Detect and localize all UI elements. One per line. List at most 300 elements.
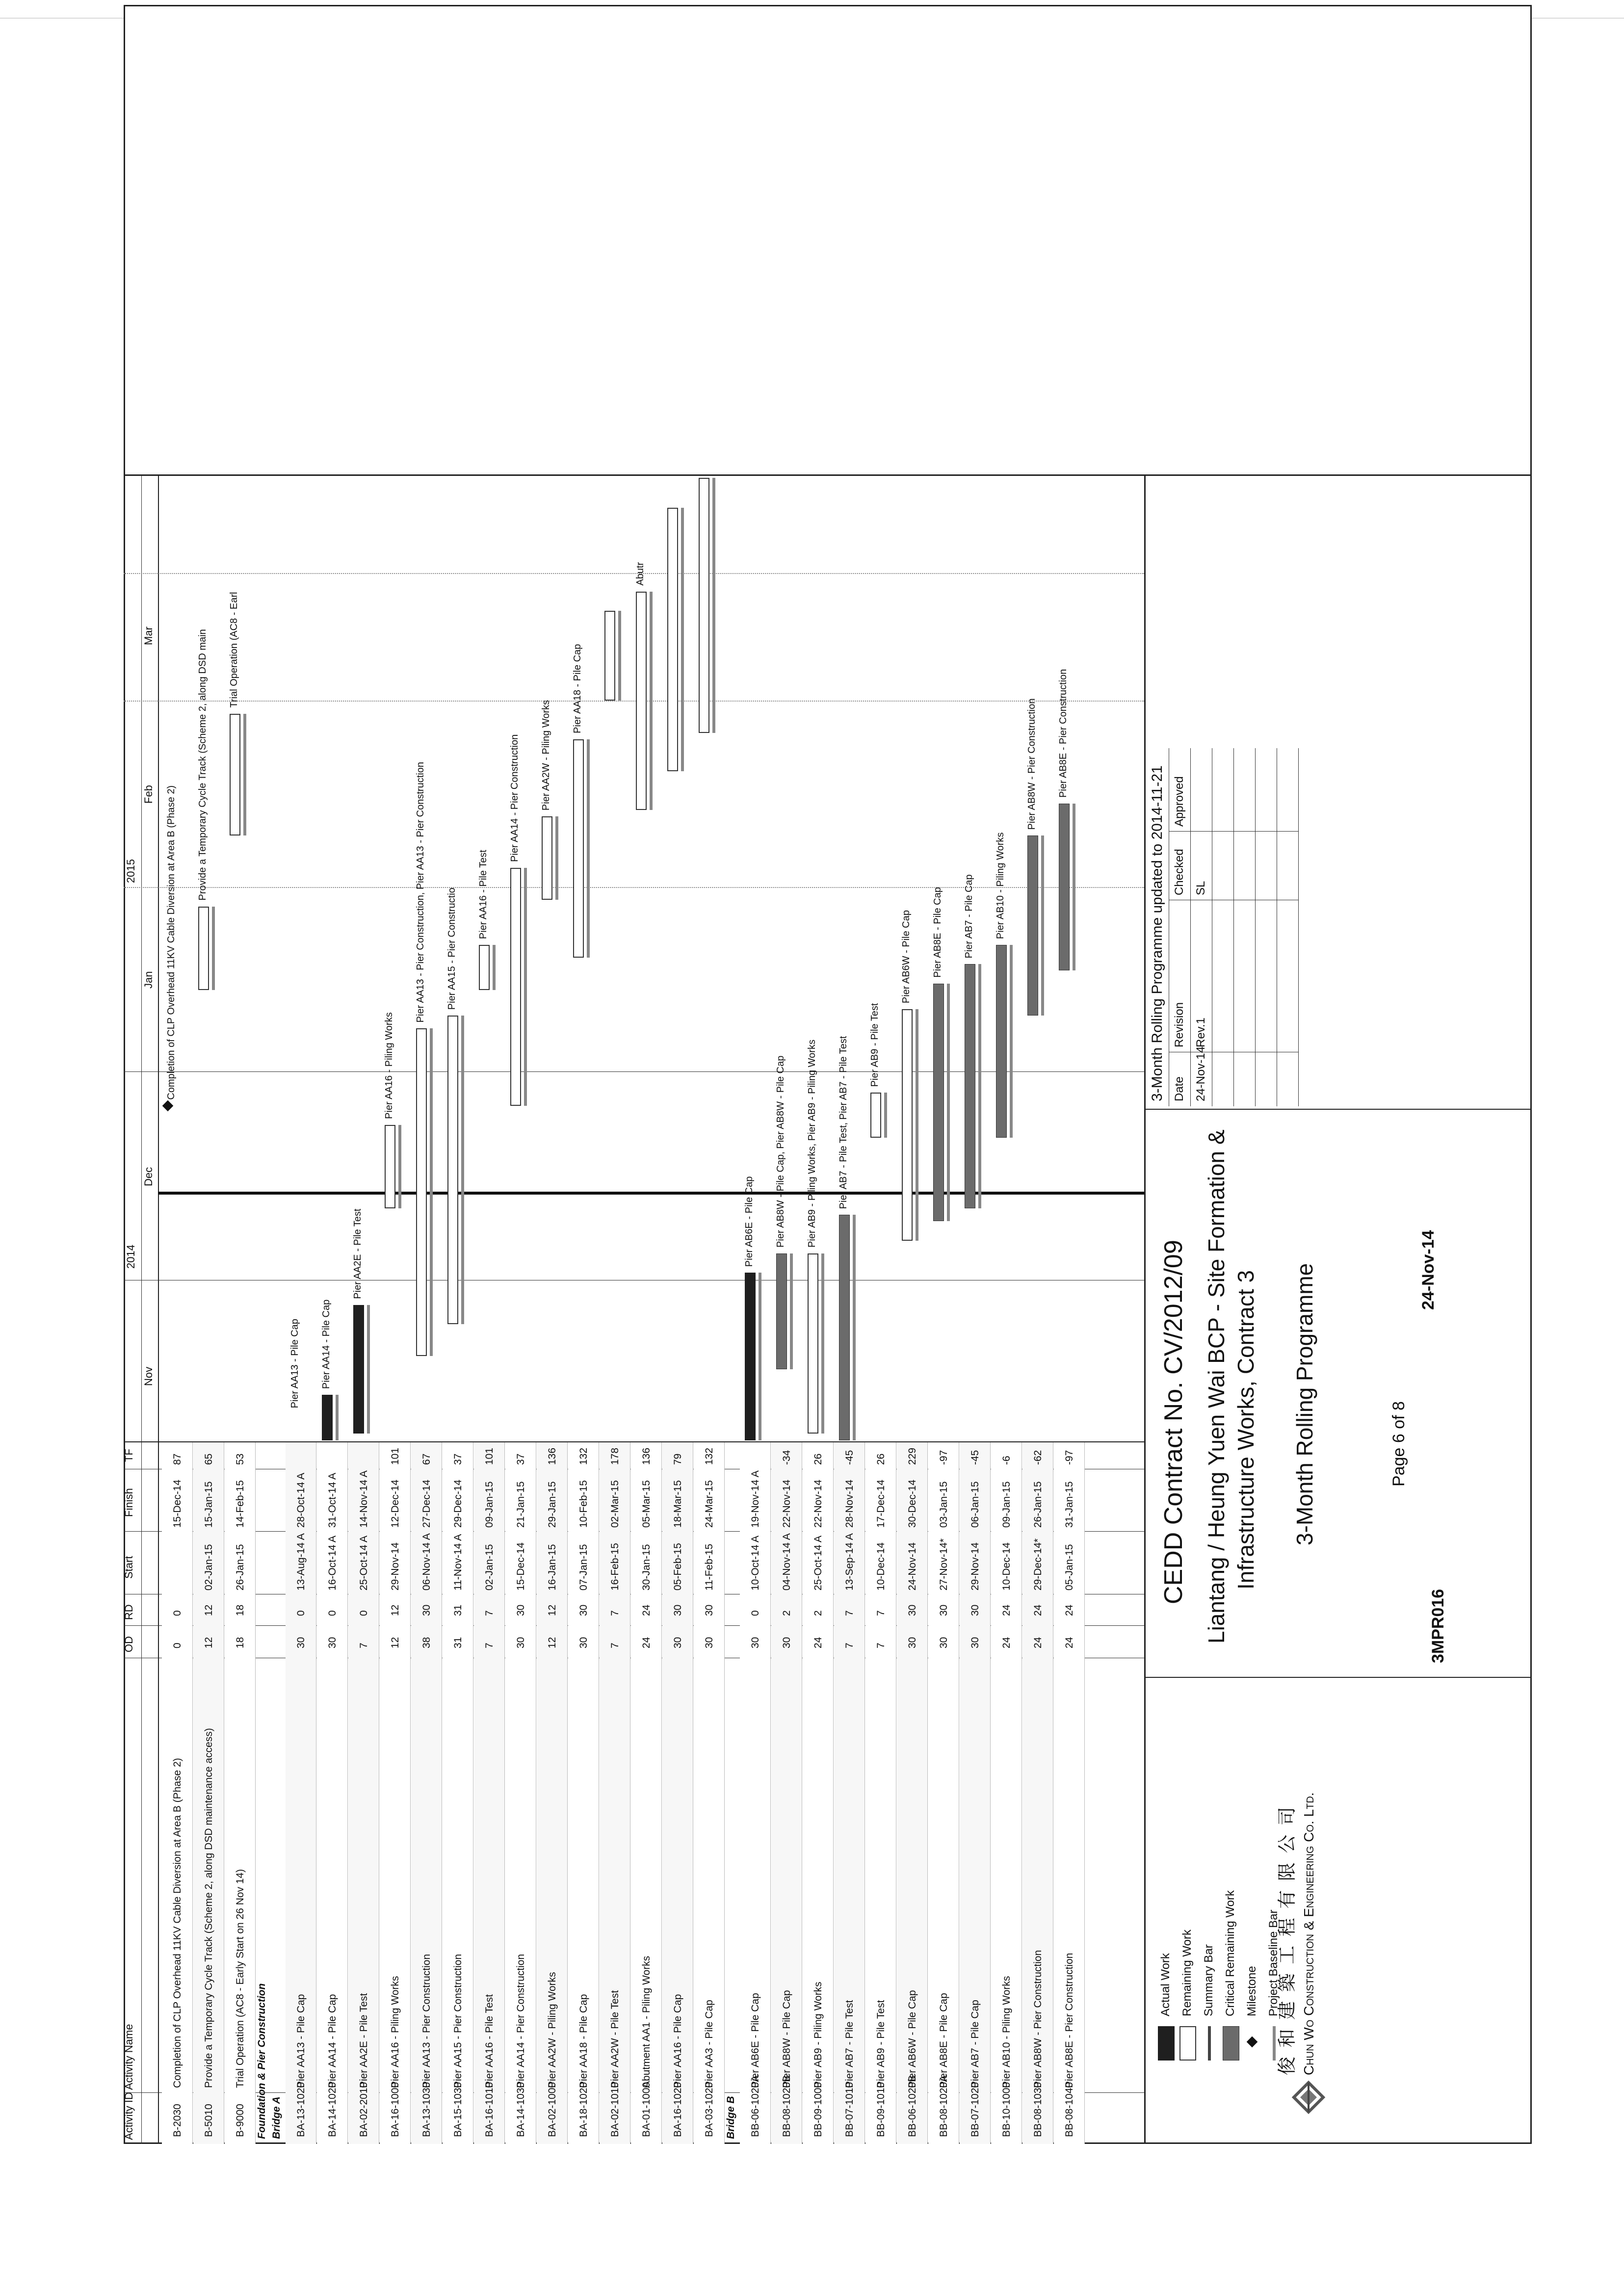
baseline-bar	[1073, 804, 1075, 971]
cell-id: BA-18-1020	[578, 2082, 589, 2137]
company-name-en: Chun Wo Construction & Engineering Co. Ltd.	[1301, 1792, 1316, 2075]
cell-name: Pier AB9 - Piling Works	[812, 1982, 824, 2088]
cell-id: BA-14-1020	[327, 2082, 338, 2137]
cell-start: 05-Feb-15	[672, 1543, 683, 1591]
cell-name: Pier AB6E - Pile Cap	[750, 1993, 761, 2088]
cell-od: 31	[452, 1637, 464, 1648]
baseline-bar	[978, 964, 981, 1208]
cell-tf: 79	[672, 1453, 683, 1465]
cell-name: Pier AB10 - Piling Works	[1001, 1976, 1012, 2088]
row-divider	[347, 1442, 348, 2144]
data-date-line	[158, 1192, 1144, 1195]
header-tf: TF	[123, 1449, 135, 1462]
cell-rd: 30	[969, 1604, 981, 1616]
month-nov: Nov	[142, 1366, 155, 1386]
remaining-bar	[542, 816, 552, 900]
cell-rd: 2	[812, 1610, 824, 1616]
remaining-bar	[573, 739, 584, 958]
baseline-bar	[853, 1215, 856, 1440]
cell-finish: 31-Oct-14 A	[327, 1472, 338, 1528]
revision-header: Checked	[1173, 849, 1186, 895]
cell-od: 30	[907, 1637, 918, 1648]
cell-rd: 30	[672, 1604, 683, 1616]
remaining-bar	[479, 945, 490, 990]
cell-od: 38	[421, 1637, 432, 1648]
revision-header: Date	[1173, 1076, 1186, 1101]
cell-od: 30	[938, 1637, 949, 1648]
cell-rd: 12	[390, 1604, 401, 1616]
header-divider	[141, 476, 142, 2144]
cell-rd: 30	[907, 1604, 918, 1616]
month-gridline	[124, 573, 1144, 574]
cell-name: Pier AA16 - Piling Works	[390, 1976, 401, 2088]
cell-rd: 24	[1064, 1604, 1075, 1616]
baseline-bar	[884, 1093, 887, 1138]
cell-start: 10-Dec-14	[875, 1542, 887, 1591]
revision-cell: Rev.1	[1194, 1018, 1207, 1047]
cell-start: 27-Nov-14*	[938, 1538, 949, 1591]
row-divider	[864, 1442, 865, 2144]
bar-label: Pier AB6E - Pile Cap	[744, 1176, 755, 1267]
bar-label: Pier AB8W - Pile Cap, Pier AB8W - Pile Cap	[775, 1055, 786, 1248]
cell-id: BA-01-1000	[641, 2082, 652, 2137]
actual-bar	[353, 1305, 364, 1434]
cell-finish: 09-Jan-15	[484, 1481, 495, 1528]
cell-tf: -45	[844, 1450, 855, 1465]
row-divider	[770, 1442, 771, 2144]
bar-label: Pier AA2E - Pile Test	[352, 1208, 363, 1299]
cell-start: 26-Jan-15	[235, 1544, 246, 1591]
bar-label: Provide a Temporary Cycle Track (Scheme 2, along DSD main	[197, 629, 208, 901]
cell-od: 7	[875, 1643, 887, 1648]
cell-rd: 7	[484, 1610, 495, 1616]
cell-od: 12	[547, 1637, 558, 1648]
cell-rd: 0	[750, 1610, 761, 1616]
cell-od: 7	[358, 1643, 369, 1648]
cell-od: 30	[781, 1637, 792, 1648]
cell-name: Pier AA16 - Pile Test	[484, 1994, 495, 2088]
cell-id: B-5010	[203, 2104, 214, 2137]
cell-tf: 101	[390, 1447, 401, 1465]
cell-id: BB-06-1020A	[750, 2075, 761, 2137]
month-feb: Feb	[142, 785, 155, 804]
cell-rd: 7	[844, 1610, 855, 1616]
bar-label: Pier AA13 - Pile Cap	[289, 1319, 300, 1409]
baseline-bar	[681, 508, 684, 771]
month-mar: Mar	[142, 626, 155, 645]
cell-od: 30	[750, 1637, 761, 1648]
print-date: 24-Nov-14	[1419, 1230, 1438, 1310]
revision-rule	[1255, 748, 1256, 1106]
legend-label: Critical Remaining Work	[1224, 1890, 1237, 2016]
group-heading: Bridge B	[725, 2096, 736, 2139]
bar-label: Pier AA16 - Piling Works	[384, 1012, 394, 1119]
cell-od: 30	[704, 1637, 715, 1648]
cell-id: BB-10-1000	[1001, 2082, 1012, 2137]
baseline-bar	[759, 1273, 761, 1440]
cell-rd: 0	[327, 1610, 338, 1616]
cell-od: 30	[515, 1637, 526, 1648]
cell-od: 12	[390, 1637, 401, 1648]
cell-name: Pier AA3 - Pile Cap	[704, 2000, 715, 2088]
row-divider	[833, 1442, 834, 2144]
cell-rd: 0	[358, 1610, 369, 1616]
cell-rd: 30	[578, 1604, 589, 1616]
baseline-bar	[367, 1305, 370, 1434]
company-name-cn: 俊 和 建 築 工 程 有 限 公 司	[1277, 1804, 1298, 2075]
cell-id: BA-16-1020	[672, 2082, 683, 2137]
cell-id: BA-02-2010	[358, 2082, 369, 2137]
cell-finish: 06-Jan-15	[969, 1481, 981, 1528]
cell-od: 24	[1001, 1637, 1012, 1648]
cell-start: 11-Nov-14 A	[452, 1534, 464, 1591]
row-divider	[255, 1442, 256, 2144]
legend-critical-swatch	[1223, 2026, 1239, 2061]
baseline-bar	[212, 907, 215, 990]
cell-start: 05-Jan-15	[1064, 1544, 1075, 1591]
bar-label: Pier AA16 - Pile Test	[478, 850, 489, 939]
cell-name: Pier AA15 - Pier Construction	[452, 1954, 464, 2088]
cell-tf: -34	[781, 1450, 792, 1465]
baseline-bar	[712, 478, 715, 733]
cell-name: Pier AB6W - Pile Cap	[907, 1990, 918, 2088]
cell-od: 30	[672, 1637, 683, 1648]
actual-bar	[322, 1395, 333, 1440]
cell-od: 30	[578, 1637, 589, 1648]
cell-start: 02-Jan-15	[203, 1544, 214, 1591]
month-dec: Dec	[142, 1167, 155, 1186]
cell-finish: 18-Mar-15	[672, 1480, 683, 1528]
cell-finish: 29-Dec-14	[452, 1479, 464, 1528]
cell-od: 30	[295, 1637, 307, 1648]
revision-rule	[1169, 831, 1298, 832]
cell-start: 16-Jan-15	[547, 1544, 558, 1591]
actual-bar	[745, 1273, 756, 1440]
bar-label: Pier AB9 - Pile Test	[869, 1003, 880, 1087]
cell-id: BA-02-1010	[609, 2082, 621, 2137]
baseline-bar	[493, 945, 496, 990]
cell-od: 7	[844, 1643, 855, 1648]
cell-name: Pier AA14 - Pile Cap	[327, 1994, 338, 2088]
revision-header: Revision	[1173, 1002, 1186, 1047]
cell-name: Pier AA2E - Pile Test	[358, 1993, 369, 2088]
bar-label: Pier AA18 - Pile Cap	[572, 644, 583, 733]
cell-tf: -45	[969, 1450, 981, 1465]
cell-tf: 136	[641, 1447, 652, 1465]
cell-tf: 178	[609, 1447, 621, 1465]
cell-name: Pier AA13 - Pile Cap	[295, 1994, 307, 2088]
cell-od: 24	[641, 1637, 652, 1648]
baseline-bar	[524, 868, 527, 1106]
remaining-bar	[447, 1016, 458, 1324]
cell-finish: 14-Feb-15	[235, 1480, 246, 1528]
revision-title: 3-Month Rolling Programme updated to 2014-11-21	[1149, 765, 1165, 1101]
cell-finish: 02-Mar-15	[609, 1480, 621, 1528]
bar-label: Pier AB8E - Pile Cap	[932, 887, 943, 978]
cell-name: Abutment AA1 - Piling Works	[641, 1956, 652, 2088]
row-divider	[192, 1442, 193, 2144]
bar-label: Pier AB7 - Pile Cap	[964, 874, 974, 959]
cell-start: 30-Jan-15	[641, 1544, 652, 1591]
baseline-bar	[650, 592, 653, 810]
cell-start: 13-Aug-14 A	[295, 1533, 307, 1591]
baseline-bar	[555, 816, 558, 900]
cell-finish: 22-Nov-14	[812, 1479, 824, 1528]
header-activity-id: Activity ID	[123, 2092, 135, 2140]
cell-od: 7	[609, 1643, 621, 1648]
revision-rule	[1233, 748, 1234, 1106]
revision-rule	[1190, 748, 1191, 1106]
bar-label: Pier AA15 - Pier Constructio	[446, 887, 457, 1010]
cell-finish: 31-Jan-15	[1064, 1481, 1075, 1528]
cell-start: 25-Oct-14 A	[812, 1535, 824, 1591]
cell-finish: 03-Jan-15	[938, 1481, 949, 1528]
remaining-bar	[510, 868, 521, 1106]
cell-id: BA-16-1010	[484, 2082, 495, 2137]
cell-tf: 229	[907, 1447, 918, 1465]
row-divider	[927, 1442, 928, 2144]
cell-id: BB-08-1020B	[781, 2075, 792, 2137]
cell-tf: 101	[484, 1447, 495, 1465]
bar-label: Pier AB9 - Piling Works, Pier AB9 - Piling Works	[807, 1040, 817, 1248]
baseline-bar	[461, 1016, 464, 1324]
cell-id: BA-02-1000	[547, 2082, 558, 2137]
cell-start: 25-Oct-14 A	[358, 1535, 369, 1591]
cell-name: Pier AA16 - Pile Cap	[672, 1994, 683, 2088]
cell-start: 02-Jan-15	[484, 1544, 495, 1591]
cell-rd: 2	[781, 1610, 792, 1616]
cell-od: 24	[812, 1637, 824, 1648]
cell-tf: -97	[938, 1450, 949, 1465]
cell-finish: 19-Nov-14 A	[750, 1470, 761, 1528]
baseline-bar	[1010, 945, 1013, 1138]
baseline-bar	[336, 1395, 339, 1440]
remaining-bar	[699, 478, 709, 733]
header-bottom	[158, 476, 159, 2144]
header-finish: Finish	[123, 1488, 135, 1517]
cell-id: BA-14-1030	[515, 2082, 526, 2137]
month-gridline	[124, 887, 1144, 888]
row-divider	[661, 1442, 662, 2144]
remaining-bar	[902, 1009, 913, 1241]
revision-cell: SL	[1194, 881, 1207, 895]
cell-start: 29-Nov-14	[390, 1542, 401, 1591]
cell-rd: 7	[609, 1610, 621, 1616]
cell-start: 29-Nov-14	[969, 1542, 981, 1591]
row-divider	[990, 1442, 991, 2144]
legend-label: Project Baseline Bar	[1267, 1909, 1280, 2016]
revision-header: Approved	[1173, 776, 1186, 827]
header-od: OD	[123, 1636, 135, 1652]
critical-bar	[1027, 835, 1038, 1016]
year-divider	[124, 1071, 1144, 1072]
cell-name: Trial Operation (AC8 - Early Start on 26 Nov 14)	[235, 1869, 246, 2088]
critical-bar	[996, 945, 1007, 1138]
cell-start: 11-Feb-15	[704, 1543, 715, 1591]
cell-finish: 15-Jan-15	[203, 1481, 214, 1528]
cell-tf: -97	[1064, 1450, 1075, 1465]
cell-name: Pier AB8W - Pier Construction	[1032, 1950, 1044, 2088]
cell-finish: 15-Dec-14	[172, 1479, 183, 1528]
cell-tf: 26	[812, 1453, 824, 1465]
cell-name: Pier AA2W - Pile Test	[609, 1990, 621, 2088]
baseline-bar	[398, 1125, 401, 1208]
group-heading: Foundation & Pier Construction	[256, 1983, 267, 2139]
bar-label: Pier AB8E - Pier Construction	[1058, 669, 1069, 798]
cell-tf: -6	[1001, 1456, 1012, 1465]
cell-name: Pier AB9 - Pile Test	[875, 2000, 887, 2088]
cell-tf: 65	[203, 1453, 214, 1465]
table-bottom	[1144, 476, 1146, 2144]
remaining-bar	[808, 1253, 818, 1434]
cell-start: 04-Nov-14 A	[781, 1533, 792, 1591]
cell-tf: 37	[515, 1453, 526, 1465]
critical-bar	[965, 964, 975, 1208]
critical-bar	[839, 1215, 850, 1440]
cell-start: 06-Nov-14 A	[421, 1533, 432, 1591]
header-rd: RD	[123, 1604, 135, 1620]
cell-id: BB-06-1020B	[907, 2075, 918, 2137]
cell-id: BA-13-1030	[421, 2082, 432, 2137]
bar-label: Pier AA13 - Pier Construction, Pier AA13 - Pier Construction	[415, 762, 426, 1023]
cell-id: BB-08-1020A	[938, 2075, 949, 2137]
cell-start: 10-Oct-14 A	[750, 1535, 761, 1591]
bar-label: Pier AA14 - Pier Construction	[509, 734, 520, 862]
header-start: Start	[123, 1556, 135, 1579]
cell-finish: 30-Dec-14	[907, 1479, 918, 1528]
baseline-bar	[430, 1028, 433, 1356]
cell-finish: 09-Jan-15	[1001, 1481, 1012, 1528]
cell-id: BB-07-1010	[844, 2082, 855, 2137]
row-divider	[504, 1442, 505, 2144]
bar-label: Pier AB10 - Piling Works	[995, 832, 1006, 939]
bar-label: Abutr	[635, 562, 646, 586]
critical-bar	[776, 1253, 787, 1369]
cell-rd: 30	[421, 1604, 432, 1616]
cell-id: BB-07-1020	[969, 2082, 981, 2137]
cell-tf: 53	[235, 1453, 246, 1465]
cell-rd: 12	[203, 1604, 214, 1616]
baseline-bar	[821, 1253, 824, 1434]
cell-finish: 17-Dec-14	[875, 1479, 887, 1528]
cell-name: Pier AB7 - Pile Test	[844, 2000, 855, 2088]
baseline-bar	[243, 714, 246, 836]
contract-title: CEDD Contract No. CV/2012/09	[1159, 1240, 1188, 1604]
cell-rd: 31	[452, 1604, 464, 1616]
cell-name: Completion of CLP Overhead 11KV Cable Diversion at Area B (Phase 2)	[172, 1758, 183, 2088]
remaining-bar	[416, 1028, 427, 1356]
legend-summary-swatch	[1208, 2026, 1211, 2061]
header-activity-name: Activity Name	[123, 2024, 135, 2090]
document-number: 3MPR016	[1429, 1589, 1447, 1663]
cell-finish: 24-Mar-15	[704, 1480, 715, 1528]
cell-finish: 10-Feb-15	[578, 1480, 589, 1528]
critical-bar	[1059, 804, 1070, 971]
revision-cell: 24-Nov-14	[1194, 1046, 1207, 1101]
cell-rd: 0	[295, 1610, 307, 1616]
remaining-bar	[230, 714, 240, 836]
cell-name: Pier AA13 - Pier Construction	[421, 1954, 432, 2088]
remaining-bar	[636, 592, 647, 810]
cell-id: BB-09-1000	[812, 2082, 824, 2137]
cell-finish: 28-Nov-14	[844, 1479, 855, 1528]
cell-id: BB-08-1040	[1064, 2082, 1075, 2137]
cell-start: 16-Feb-15	[609, 1543, 621, 1591]
cell-rd: 7	[875, 1610, 887, 1616]
cell-name: Pier AA2W - Piling Works	[547, 1972, 558, 2088]
baseline-bar	[1041, 835, 1044, 1016]
cell-finish: 27-Dec-14	[421, 1479, 432, 1528]
legend-label: Summary Bar	[1202, 1944, 1215, 2016]
cell-finish: 21-Jan-15	[515, 1481, 526, 1528]
cell-finish: 28-Oct-14 A	[295, 1472, 307, 1528]
remaining-bar	[385, 1125, 395, 1208]
cell-od: 12	[203, 1637, 214, 1648]
cell-name: Pier AA18 - Pile Cap	[578, 1994, 589, 2088]
cell-tf: 67	[421, 1453, 432, 1465]
cell-finish: 12-Dec-14	[390, 1479, 401, 1528]
cell-od: 30	[969, 1637, 981, 1648]
cell-od: 0	[172, 1643, 183, 1648]
cell-finish: 29-Jan-15	[547, 1481, 558, 1528]
cell-name: Pier AB8E - Pier Construction	[1064, 1953, 1075, 2088]
cell-finish: 22-Nov-14	[781, 1479, 792, 1528]
legend-remaining-swatch	[1179, 2026, 1196, 2061]
cell-rd: 24	[1001, 1604, 1012, 1616]
cell-od: 7	[484, 1643, 495, 1648]
cell-id: BB-09-1010	[875, 2082, 887, 2137]
cell-od: 30	[327, 1637, 338, 1648]
title-block-divider	[1144, 1109, 1532, 1110]
company-logo	[1291, 2080, 1326, 2114]
revision-rule	[1298, 748, 1299, 1106]
cell-name: Pier AB8E - Pile Cap	[938, 1993, 949, 2088]
remaining-bar	[198, 907, 209, 990]
bar-label: Pier AB7 - Pile Test, Pier AB7 - Pile Test	[838, 1036, 849, 1209]
cell-id: BA-15-1030	[452, 2082, 464, 2137]
cell-start: 10-Dec-14	[1001, 1542, 1012, 1591]
bar-label: Pier AA14 - Pile Cap	[321, 1299, 332, 1389]
bar-label: Pier AB6W - Pile Cap	[901, 910, 912, 1004]
bar-label: Pier AA2W - Piling Works	[541, 700, 551, 811]
cell-id: B-2030	[172, 2104, 183, 2137]
cell-rd: 30	[515, 1604, 526, 1616]
cell-rd: 24	[1032, 1604, 1044, 1616]
remaining-bar	[667, 508, 678, 771]
baseline-bar	[916, 1009, 918, 1241]
cell-tf: -62	[1032, 1450, 1044, 1465]
critical-bar	[933, 984, 944, 1222]
bar-label: Pier AB8W - Pier Construction	[1026, 698, 1037, 830]
baseline-bar	[790, 1253, 793, 1369]
baseline-bar	[587, 739, 590, 958]
cell-start: 24-Nov-14	[907, 1542, 918, 1591]
bar-label: Trial Operation (AC8 - Earl	[229, 592, 239, 708]
year-2014: 2014	[125, 1245, 137, 1269]
cell-name: Pier AB8W - Pile Cap	[781, 1990, 792, 2088]
cell-tf: 132	[704, 1447, 715, 1465]
remaining-bar	[870, 1093, 881, 1138]
cell-id: B-9000	[235, 2104, 246, 2137]
legend-actual-swatch	[1158, 2026, 1175, 2061]
cell-od: 24	[1032, 1637, 1044, 1648]
gantt-right-edge	[124, 474, 1532, 476]
cell-tf: 136	[547, 1447, 558, 1465]
legend-divider	[1144, 1677, 1532, 1678]
legend-label: Remaining Work	[1180, 1930, 1194, 2016]
baseline-bar	[947, 984, 950, 1222]
group-heading: Bridge A	[271, 2096, 282, 2139]
